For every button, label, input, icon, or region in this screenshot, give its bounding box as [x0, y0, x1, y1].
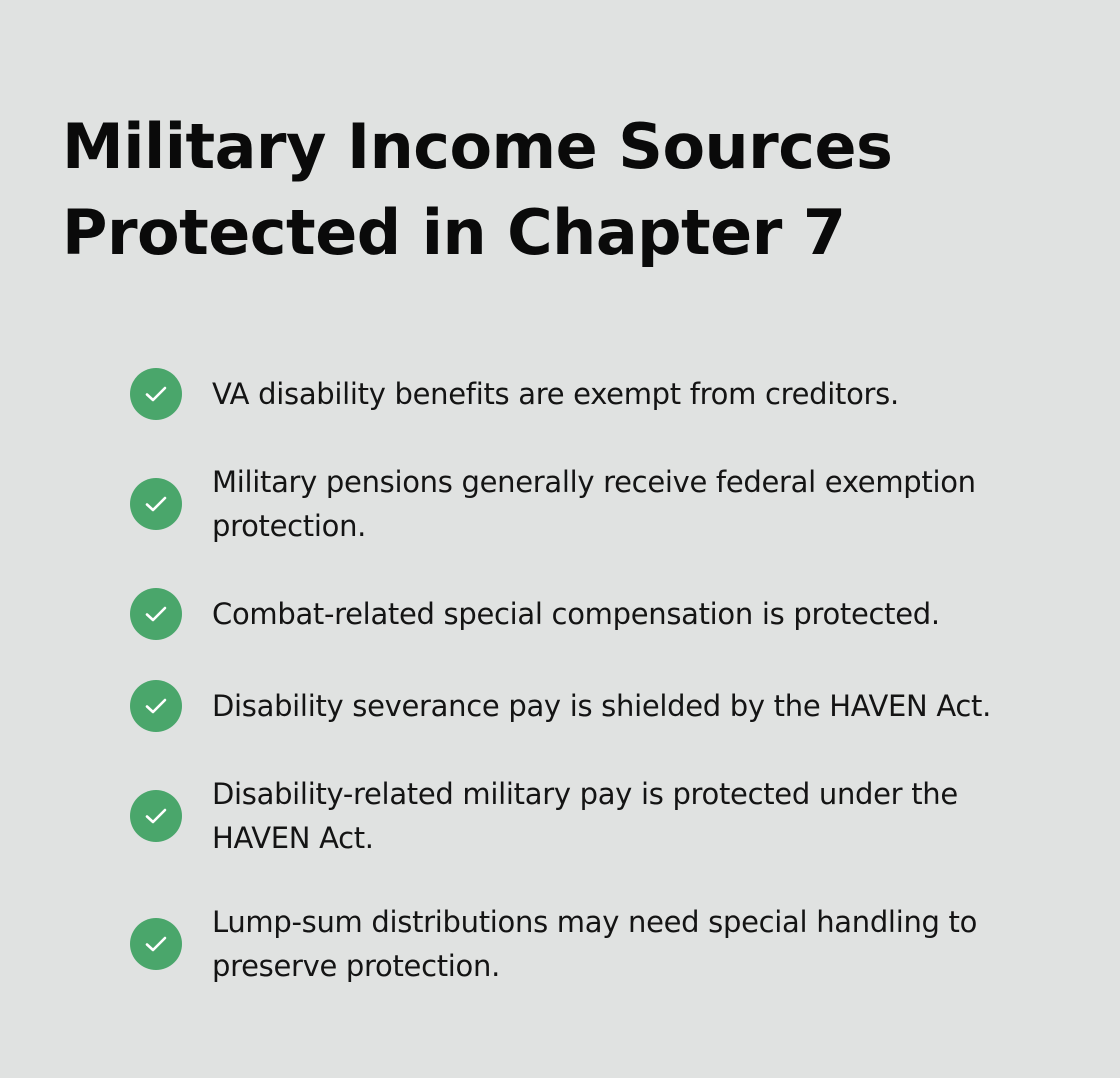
title-line-1: Military Income Sources	[62, 110, 893, 183]
list-item-text: Disability-related military pay is protected under the HAVEN Act.	[212, 777, 958, 855]
list-item-text: Disability severance pay is shielded by the HAVEN Act.	[212, 689, 992, 723]
page-title	[62, 104, 1022, 276]
check-circle-icon	[130, 588, 182, 640]
list-item	[130, 772, 1030, 860]
list-item	[130, 900, 1030, 988]
check-circle-icon	[130, 918, 182, 970]
list-item-text: Combat-related special compensation is protected.	[212, 597, 940, 631]
list-item-text: Military pensions generally receive federal exemption protection.	[212, 465, 976, 543]
list-item-text: Lump-sum distributions may need special handling to preserve protection.	[212, 905, 978, 983]
title-line-2: Protected in Chapter 7	[62, 196, 846, 269]
check-circle-icon	[130, 368, 182, 420]
check-circle-icon	[130, 478, 182, 530]
list-item	[130, 368, 1030, 420]
list-item	[130, 588, 1030, 640]
check-circle-icon	[130, 680, 182, 732]
check-circle-icon	[130, 790, 182, 842]
list-item-text: VA disability benefits are exempt from creditors.	[212, 377, 899, 411]
list-item	[130, 680, 1030, 732]
list-item	[130, 460, 1030, 548]
